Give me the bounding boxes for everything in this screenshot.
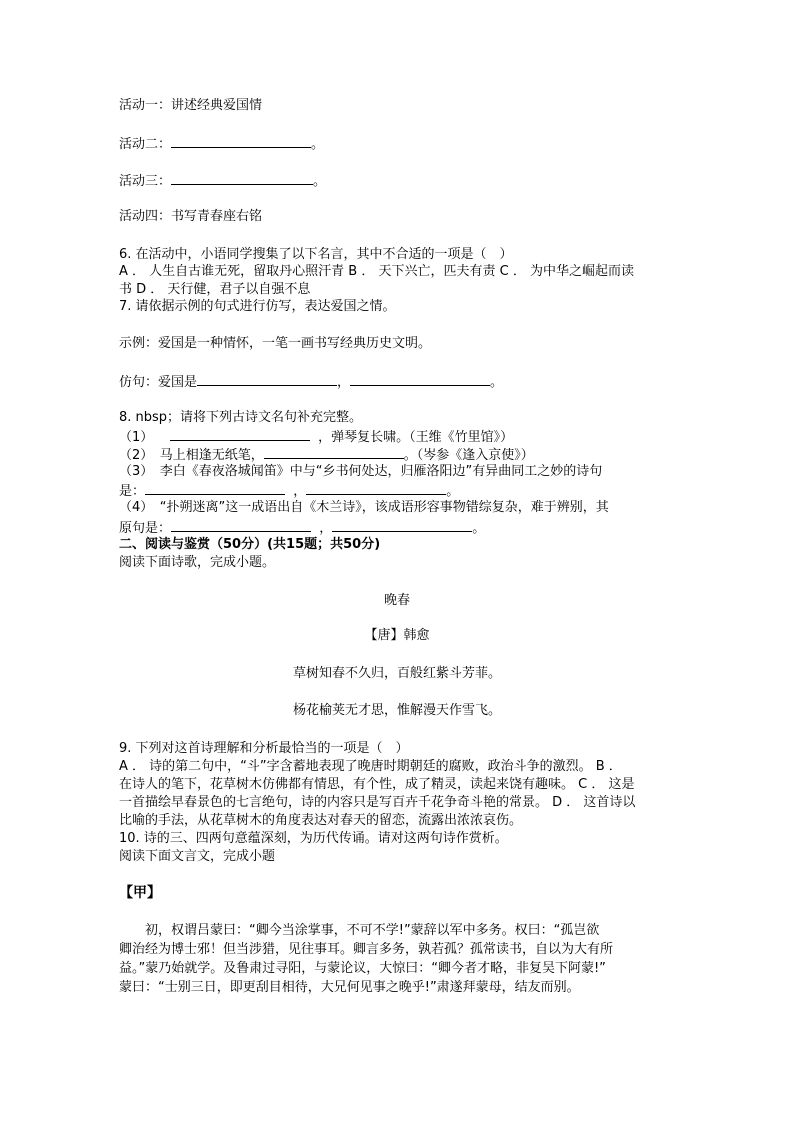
question-6-stem: 6. 在活动中，小语同学搜集了以下名言，其中不合适的一项是（ ） bbox=[119, 247, 513, 262]
question-8-item-4-line-1: （4） “扑朔迷离”这一成语出自《木兰诗》，该成语形容事物错综复杂，难于辨别，其 bbox=[119, 500, 609, 515]
question-10-stem: 10. 诗的三、四两句意蕴深刻，为历代传诵。请对这两句诗作赏析。 bbox=[119, 831, 508, 846]
item-4-prefix: 原句是： bbox=[119, 521, 172, 536]
item-2-prefix: （2） 马上相逢无纸笔， bbox=[119, 448, 264, 463]
answer-blank bbox=[332, 518, 472, 532]
item-1-suffix: ，弹琴复长啸。（王维《竹里馆》） bbox=[318, 430, 514, 445]
question-9-line-3: 一首描绘早春景色的七言绝句，诗的内容只是写百卉千花争奇斗艳的常景。 D ． 这首诗以 bbox=[119, 795, 636, 810]
classical-intro: 阅读下面文言文，完成小题 bbox=[119, 849, 276, 864]
item-2-suffix: 。（岑参《逢入京使》） bbox=[403, 448, 534, 463]
period-mark: 。 bbox=[311, 137, 325, 152]
answer-blank bbox=[171, 171, 313, 185]
answer-blank bbox=[171, 134, 311, 148]
period-mark: 。 bbox=[313, 174, 327, 189]
question-8-item-4-line-2 bbox=[119, 518, 485, 537]
activity-3 bbox=[119, 171, 326, 190]
answer-blank bbox=[350, 372, 490, 386]
activity-2 bbox=[119, 134, 324, 153]
question-7-imitation bbox=[119, 372, 503, 391]
answer-blank bbox=[171, 518, 311, 532]
question-6-options-line-1: A ． 人生自古谁无死，留取丹心照汗青 B ． 天下兴亡，匹夫有责 C ． 为中华之崛起而读 bbox=[119, 264, 634, 279]
item-3-prefix: 是： bbox=[119, 484, 146, 499]
question-8-stem: 8. nbsp；请将下列古诗文名句补充完整。 bbox=[119, 410, 363, 425]
question-8-item-3-line-1: （3） 李白《春夜洛城闻笛》中与“乡书何处达，归雁洛阳边”有异曲同工之妙的诗句 bbox=[119, 464, 603, 479]
section-2-intro: 阅读下面诗歌，完成小题。 bbox=[119, 555, 276, 570]
answer-blank bbox=[170, 427, 310, 441]
activity-1: 活动一：讲述经典爱国情 bbox=[119, 98, 263, 113]
item-1-prefix: （1） bbox=[119, 430, 154, 445]
activity-3-label: 活动三： bbox=[119, 174, 172, 189]
answer-blank bbox=[306, 481, 446, 495]
comma-mark: ， bbox=[319, 521, 333, 536]
passage-tag: 【甲】 bbox=[119, 885, 161, 901]
period-mark: 。 bbox=[490, 375, 504, 390]
section-2-heading: 二、阅读与鉴赏（50分）(共15题；共50分) bbox=[119, 537, 381, 552]
question-9-stem: 9. 下列对这首诗理解和分析最恰当的一项是（ ） bbox=[119, 741, 409, 756]
poem-author: 【唐】韩愈 bbox=[364, 628, 430, 643]
question-8-item-3-line-2 bbox=[119, 481, 459, 500]
period-mark: 。 bbox=[472, 521, 486, 536]
answer-blank bbox=[145, 481, 285, 495]
question-6-options-line-2: 书 D ． 天行健，君子以自强不息 bbox=[119, 282, 311, 297]
question-7-stem: 7. 请依据示例的句式进行仿写，表达爱国之情。 bbox=[119, 299, 396, 314]
passage-line-2: 卿治经为博士邪！但当涉猎，见往事耳。卿言多务，孰若孤？孤常读书，自以为大有所 bbox=[119, 942, 614, 957]
period-mark: 。 bbox=[446, 484, 460, 499]
activity-4: 活动四：书写青春座右铭 bbox=[119, 209, 263, 224]
answer-blank bbox=[197, 372, 337, 386]
passage-line-1: 初，权谓吕蒙曰：“卿今当涂掌事，不可不学!”蒙辞以军中多务。权曰：“孤岂欲 bbox=[119, 923, 600, 938]
poem-line-2: 杨花榆荚无才思，惟解漫天作雪飞。 bbox=[292, 703, 501, 718]
activity-2-label: 活动二： bbox=[119, 137, 172, 152]
answer-blank bbox=[264, 445, 404, 459]
poem-line-1: 草树知春不久归，百般红紫斗芳菲。 bbox=[292, 666, 501, 681]
imitation-label: 仿句：爱国是 bbox=[119, 375, 198, 390]
question-7-example: 示例：爱国是一种情怀，一笔一画书写经典历史文明。 bbox=[119, 336, 432, 351]
question-9-line-4: 比喻的手法，从花草树木的角度表达对春天的留恋，流露出浓浓哀伤。 bbox=[119, 813, 523, 828]
comma-mark: ， bbox=[337, 375, 351, 390]
question-8-item-2 bbox=[119, 445, 534, 464]
question-9-line-1: A ． 诗的第二句中，“斗”字含蓄地表现了晚唐时期朝廷的腐败，政治斗争的激烈。 B ． bbox=[119, 759, 622, 774]
passage-line-4: 蒙曰：“士别三日，即更刮目相待，大兄何见事之晚乎!”肃遂拜蒙母，结友而别。 bbox=[119, 980, 580, 995]
question-9-line-2: 在诗人的笔下，花草树木仿佛都有情思，有个性，成了精灵，读起来饶有趣味。 C ． 这是 bbox=[119, 777, 635, 792]
poem-title: 晚春 bbox=[383, 593, 410, 608]
question-8-item-1 bbox=[119, 427, 513, 446]
comma-mark: ， bbox=[293, 484, 307, 499]
passage-line-3: 益。”蒙乃始就学。及鲁肃过寻阳，与蒙论议，大惊曰：“卿今者才略，非复吴下阿蒙!” bbox=[119, 961, 606, 976]
